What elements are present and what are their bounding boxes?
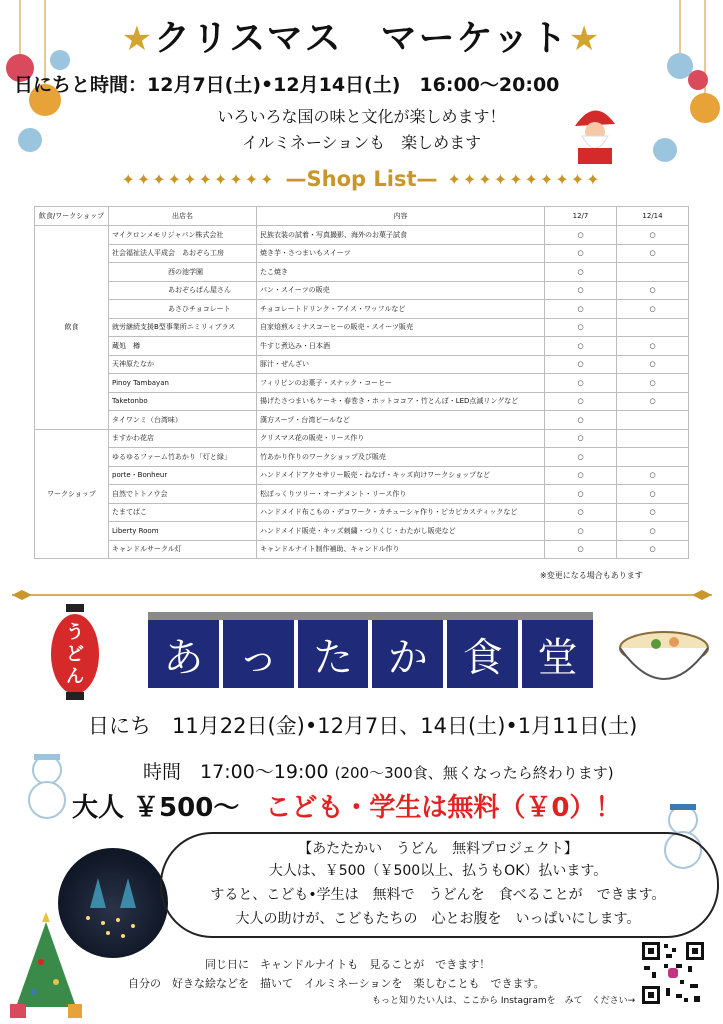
table-header-cell: 内容 — [257, 207, 545, 226]
table-row — [35, 540, 689, 559]
shop-d1-cell: ○ — [545, 300, 617, 319]
shop-content-cell: チョコレートドリンク・アイス・ワッフルなど — [257, 300, 545, 319]
table-row — [35, 448, 689, 467]
gold-divider-line — [12, 590, 712, 600]
shop-d1-cell: ○ — [545, 466, 617, 485]
footer-line-1: 同じ日に キャンドルナイトも 見ることが できます！ — [205, 958, 491, 971]
project-line-2: すると、こども•学生は 無料で うどんを 食べることが できます。 — [210, 887, 666, 903]
shop-d1-cell: ○ — [545, 263, 617, 282]
title-text: クリスマス マーケット — [154, 18, 569, 59]
change-note: ※変更になる場合もあります — [540, 571, 643, 580]
noren-panel: 堂 — [522, 620, 593, 688]
shop-content-cell: クリスマス花の販売・リース作り — [257, 429, 545, 448]
shop-content-cell: 焼き芋・さつまいもスイーツ — [257, 244, 545, 263]
event-dates: 日にちと時間：12月7日(土)•12月14日(土) 16:00～20:00 — [14, 74, 560, 96]
time-note: (200～300食、無くなったら終わります) — [334, 764, 614, 782]
table-row — [35, 300, 689, 319]
shop-name-cell: あさひチョコレート — [109, 300, 257, 319]
shop-d1-cell: ○ — [545, 374, 617, 393]
shop-name-cell: Liberty Room — [109, 522, 257, 541]
christmas-tree-icon — [6, 912, 86, 1022]
table-row — [35, 429, 689, 448]
shop-content-cell: フィリピンのお菓子・スナック・コーヒー — [257, 374, 545, 393]
instagram-icon — [668, 968, 678, 978]
time-value: 17:00～19:00 — [200, 761, 329, 783]
star-row-left: ✦✦✦✦✦✦✦✦✦✦ — [121, 169, 276, 189]
shokudo-noren — [148, 620, 593, 688]
shop-d2-cell: ○ — [617, 374, 689, 393]
table-header-row — [35, 207, 689, 226]
project-line-3: 大人の助けが、こどもたちの 心とお腹を いっぱいにします。 — [235, 911, 641, 927]
shop-d1-cell: ○ — [545, 244, 617, 263]
shop-name-cell: 自然でトトノウ会 — [109, 485, 257, 504]
shop-content-cell: 牛すじ煮込み・日本酒 — [257, 337, 545, 356]
shop-d1-cell: ○ — [545, 337, 617, 356]
shop-list-heading: —Shop List— — [285, 167, 438, 191]
shop-d1-cell: ○ — [545, 448, 617, 467]
shop-content-cell: 竹あかり作りのワークショップ及び販売 — [257, 448, 545, 467]
table-row — [35, 355, 689, 374]
shop-d2-cell: ○ — [617, 485, 689, 504]
table-header-cell: 12/7 — [545, 207, 617, 226]
shop-content-cell: 松ぼっくりツリー・オーナメント・リース作り — [257, 485, 545, 504]
table-row — [35, 485, 689, 504]
star-icon: ★ — [121, 19, 155, 59]
shop-d1-cell: ○ — [545, 318, 617, 337]
shop-name-cell: 天神原たなか — [109, 355, 257, 374]
shop-d2-cell: ○ — [617, 503, 689, 522]
shop-d1-cell: ○ — [545, 522, 617, 541]
shop-d2-cell — [617, 263, 689, 282]
category-cell: 飲食 — [35, 226, 109, 430]
shop-content-cell: 自家焙煎ルミナスコーヒーの販売・スイーツ販売 — [257, 318, 545, 337]
category-cell: ワークショップ — [35, 429, 109, 559]
shop-name-cell: キャンドルサークル灯 — [109, 540, 257, 559]
shop-name-cell: 就労継続支援B型事業所ニミリィブラス — [109, 318, 257, 337]
shop-d1-cell: ○ — [545, 226, 617, 245]
shop-content-cell: キャンドルナイト制作補助、キャンドル作り — [257, 540, 545, 559]
shop-d2-cell: ○ — [617, 244, 689, 263]
shop-d2-cell — [617, 448, 689, 467]
page-title — [0, 10, 723, 61]
table-row — [35, 337, 689, 356]
table-row — [35, 411, 689, 430]
table-row — [35, 466, 689, 485]
table-row — [35, 226, 689, 245]
shop-name-cell: 西の池学園 — [109, 263, 257, 282]
shop-d2-cell: ○ — [617, 392, 689, 411]
noren-panel: た — [298, 620, 369, 688]
instagram-qr-code[interactable] — [640, 940, 706, 1006]
shop-content-cell: たこ焼き — [257, 263, 545, 282]
shop-table — [34, 206, 689, 559]
shop-name-cell: あおぞらぱん屋さん — [109, 281, 257, 300]
shop-content-cell: 民族衣装の試着・写真撮影、海外のお菓子試食 — [257, 226, 545, 245]
noren-panel: か — [372, 620, 443, 688]
adult-price: 大人 ￥500～ — [72, 793, 240, 823]
table-row — [35, 392, 689, 411]
shop-d1-cell: ○ — [545, 429, 617, 448]
table-row — [35, 244, 689, 263]
project-title: 【あたたかい うどん 無料プロジェクト】 — [298, 841, 578, 857]
shop-name-cell: タイワンミ（台湾味） — [109, 411, 257, 430]
shop-content-cell: 豚汁・ぜんざい — [257, 355, 545, 374]
shop-name-cell: ゆるゆるファーム竹あかり「灯と緑」 — [109, 448, 257, 467]
shop-name-cell: porte・Bonheur — [109, 466, 257, 485]
kids-price: こども・学生は無料（￥0）！ — [265, 793, 622, 823]
shop-d1-cell: ○ — [545, 355, 617, 374]
noren-panel: 食 — [447, 620, 518, 688]
price-line — [72, 787, 621, 824]
shop-d2-cell: ○ — [617, 522, 689, 541]
shop-d2-cell: ○ — [617, 540, 689, 559]
noren-panel: あ — [148, 620, 219, 688]
shop-d1-cell: ○ — [545, 503, 617, 522]
shop-content-cell: ハンドメイドアクセサリー販売・ねなげ・キッズ向けワークショップなど — [257, 466, 545, 485]
shop-d1-cell: ○ — [545, 540, 617, 559]
shop-content-cell: ハンドメイド販売・キッズ刺繍・つりくじ・わたがし販売など — [257, 522, 545, 541]
intro-line-1: いろいろな国の味と文化が楽しめます！ — [217, 107, 506, 126]
shop-content-cell: 揚げたさつまいもケーキ・春巻き・ホットココア・竹とんぼ・LED点滅リングなど — [257, 392, 545, 411]
star-row-right: ✦✦✦✦✦✦✦✦✦✦ — [447, 169, 602, 189]
table-row — [35, 503, 689, 522]
shop-name-cell: Taketonbo — [109, 392, 257, 411]
shop-d2-cell — [617, 318, 689, 337]
noren-panel: っ — [223, 620, 294, 688]
snowman-icon — [22, 750, 72, 820]
santa-illustration — [560, 96, 630, 166]
table-row — [35, 281, 689, 300]
shop-d1-cell: ○ — [545, 485, 617, 504]
shop-content-cell: ハンドメイド布こもの・デコワーク・カチューシャ作り・ピカピカスティックなど — [257, 503, 545, 522]
shop-name-cell: マイクロンメモリジャパン株式会社 — [109, 226, 257, 245]
lantern-text: うどん — [66, 622, 84, 687]
star-icon: ★ — [568, 19, 602, 59]
project-line-1: 大人は、￥500（￥500以上、払うもOK）払います。 — [268, 863, 608, 879]
shokudo-time — [143, 757, 614, 784]
footer-line-3: もっと知りたい人は、ここから Instagramを みて ください→ — [372, 996, 636, 1006]
table-row — [35, 318, 689, 337]
shop-d1-cell: ○ — [545, 392, 617, 411]
time-label: 時間 — [143, 761, 182, 783]
footer-line-2: 自分の 好きな絵などを 描いて イルミネーションを 楽しむことも できます。 — [128, 977, 545, 990]
udon-bowl-icon — [616, 620, 712, 690]
shop-list-divider — [8, 166, 715, 192]
shop-d2-cell: ○ — [617, 300, 689, 319]
shop-name-cell: 社会福祉法人平成会 あおぞら工房 — [109, 244, 257, 263]
shop-d2-cell — [617, 411, 689, 430]
shokudo-schedule: 日にち 11月22日(金)•12月7日、14日(土)•1月11日(土) — [88, 714, 638, 738]
shop-d2-cell: ○ — [617, 337, 689, 356]
shop-d2-cell: ○ — [617, 226, 689, 245]
shop-name-cell: ますかわ花店 — [109, 429, 257, 448]
shop-d1-cell: ○ — [545, 281, 617, 300]
shop-d2-cell: ○ — [617, 281, 689, 300]
table-row — [35, 263, 689, 282]
shop-content-cell: パン・スイーツの販売 — [257, 281, 545, 300]
table-row — [35, 522, 689, 541]
table-header-cell: 出店名 — [109, 207, 257, 226]
shop-d2-cell: ○ — [617, 466, 689, 485]
shop-content-cell: 漢方スープ・台湾ビールなど — [257, 411, 545, 430]
shop-d2-cell — [617, 429, 689, 448]
shop-name-cell: 蔵処 樽 — [109, 337, 257, 356]
intro-line-2: イルミネーションも 楽しめます — [241, 133, 482, 152]
shop-d1-cell: ○ — [545, 411, 617, 430]
table-header-cell: 12/14 — [617, 207, 689, 226]
shop-name-cell: たまてばこ — [109, 503, 257, 522]
noren-rod — [148, 612, 593, 620]
shop-name-cell: Pinoy Tambayan — [109, 374, 257, 393]
table-row — [35, 374, 689, 393]
table-header-cell: 飲食/ワークショップ — [35, 207, 109, 226]
shop-d2-cell: ○ — [617, 355, 689, 374]
